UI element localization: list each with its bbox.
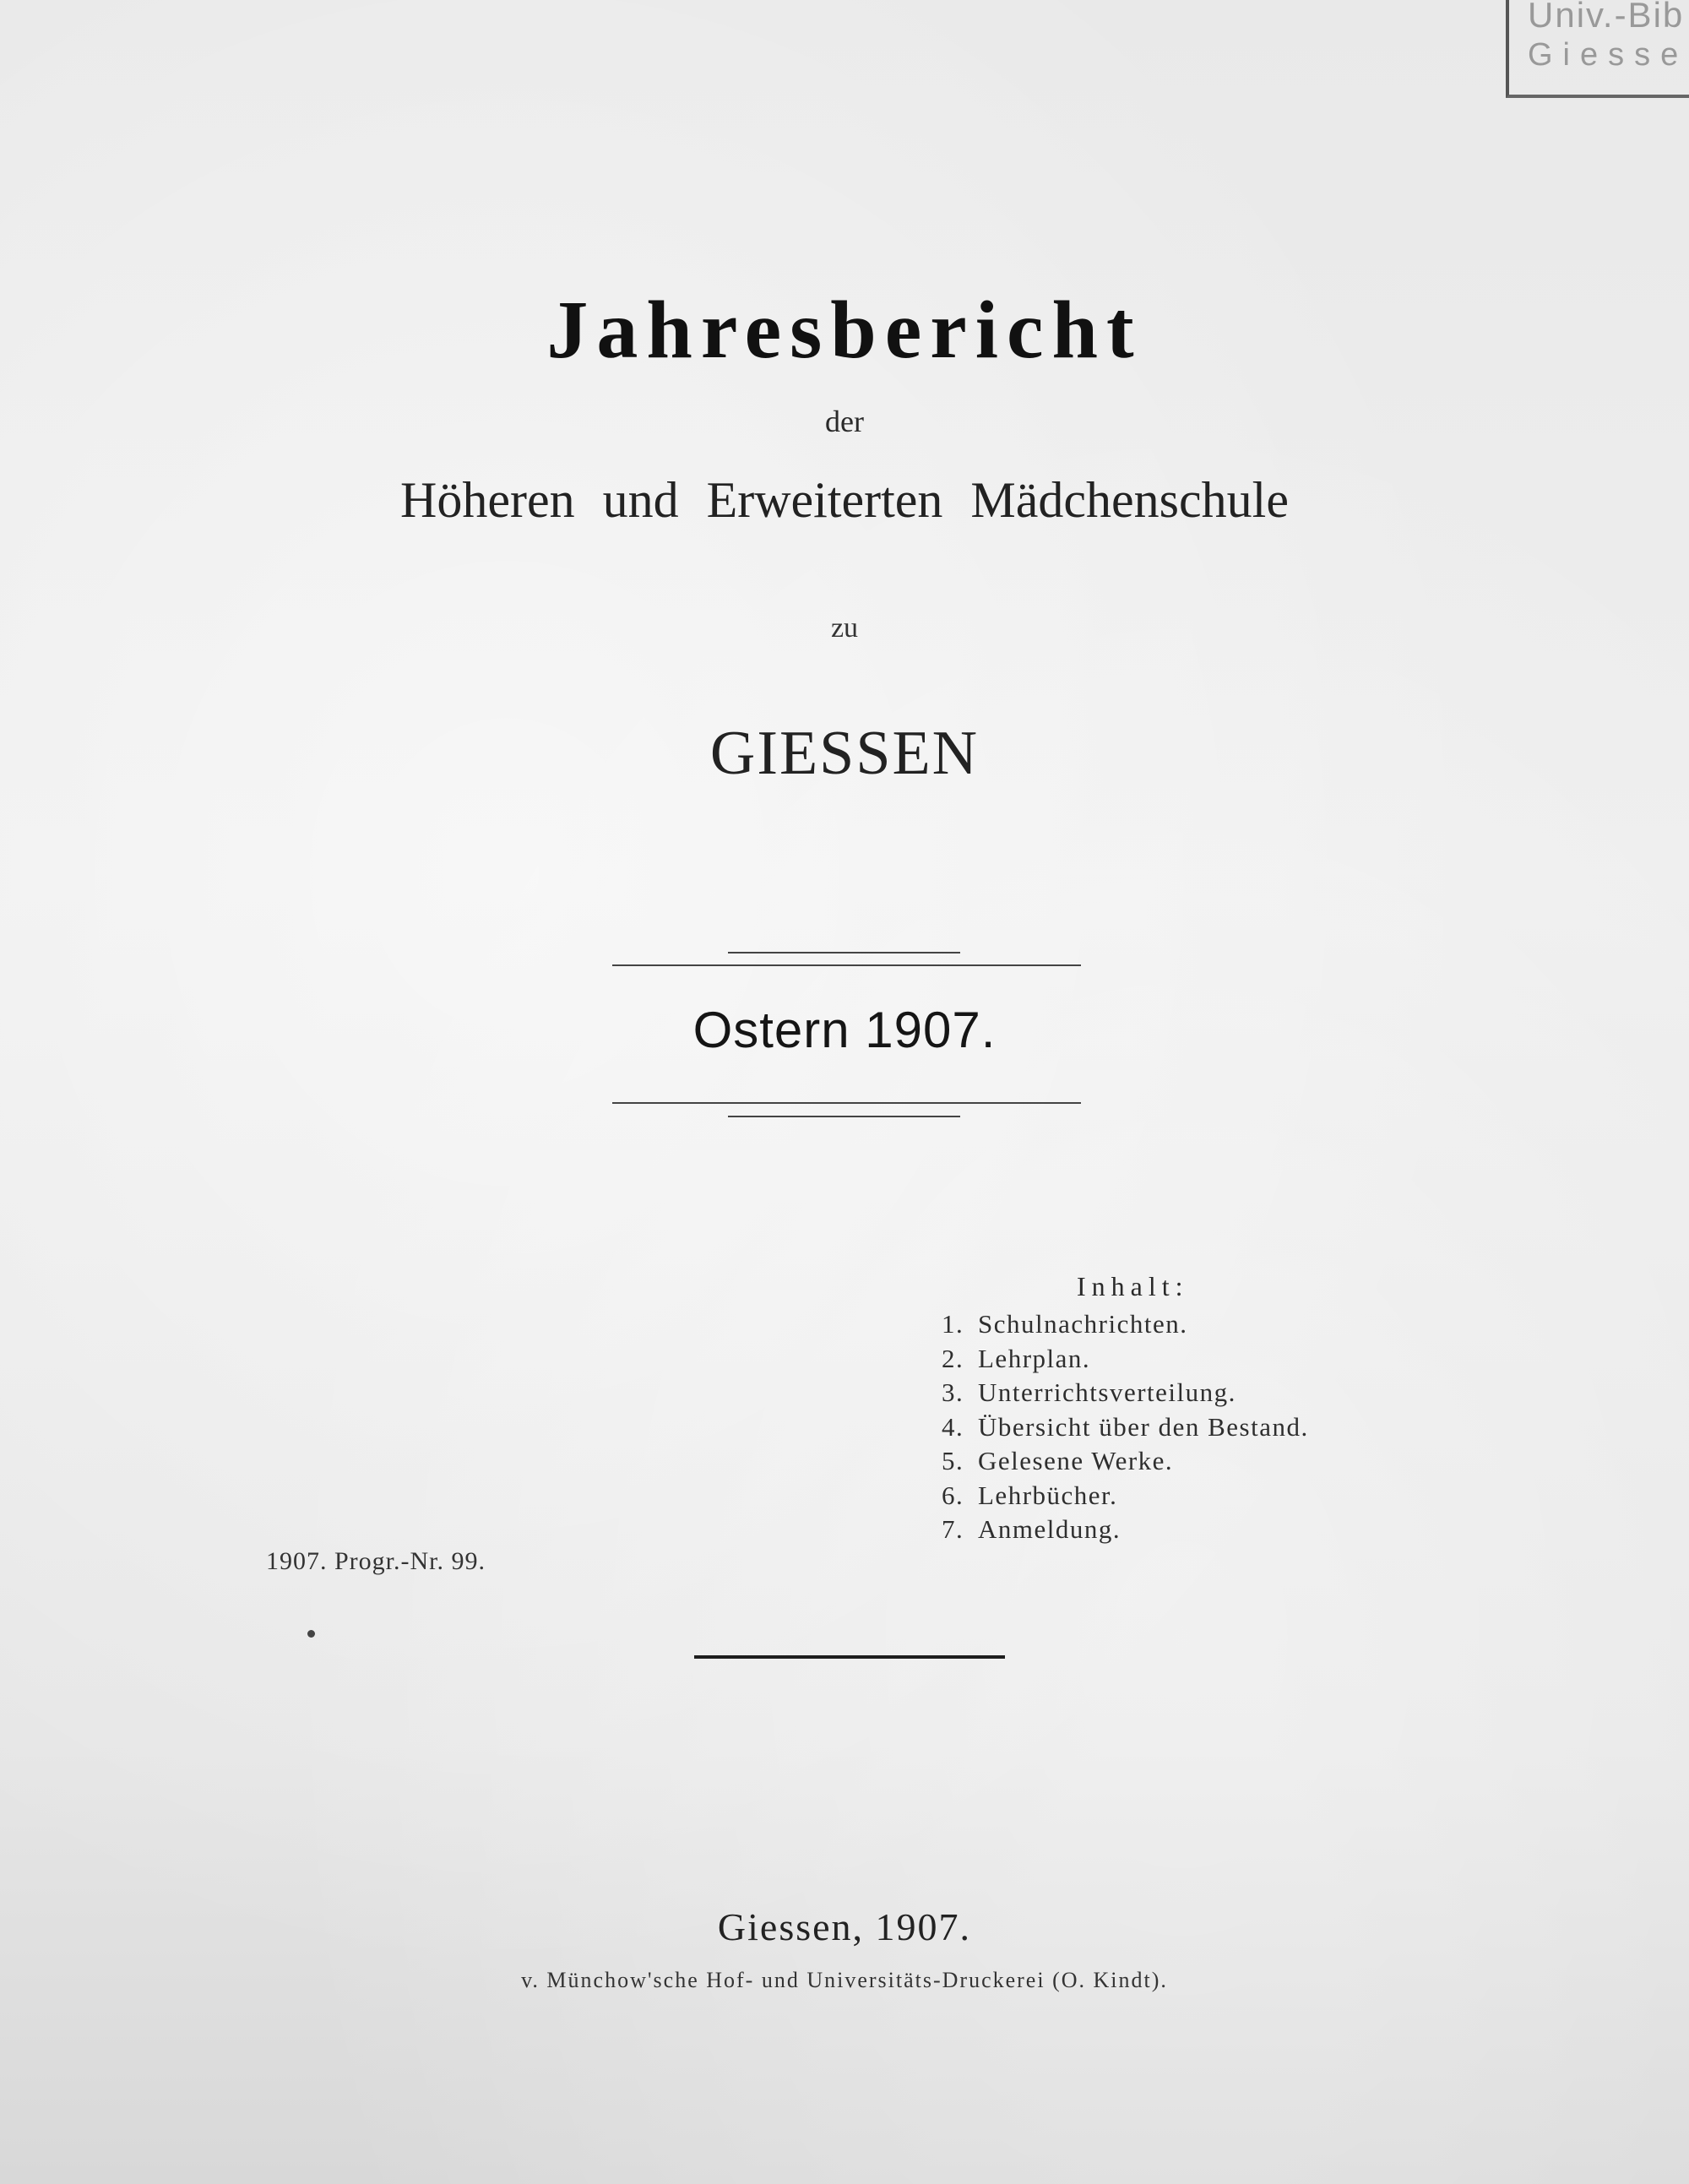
season-date: Ostern 1907. xyxy=(692,1002,997,1058)
document-title: Jahresbericht xyxy=(546,285,1143,376)
library-stamp xyxy=(1506,0,1689,98)
toc-item xyxy=(942,1479,1309,1513)
toc-item-number: 3. xyxy=(942,1377,964,1407)
divider-short-bottom xyxy=(728,1116,960,1117)
divider-long-top xyxy=(612,964,1081,966)
divider-long-bottom xyxy=(612,1102,1081,1104)
program-number: 1907. Progr.-Nr. 99. xyxy=(266,1547,486,1575)
toc-item xyxy=(942,1410,1309,1445)
toc-item-label: Übersicht über den Bestand. xyxy=(978,1411,1309,1442)
table-of-contents xyxy=(942,1271,1309,1547)
toc-item xyxy=(942,1307,1309,1342)
title-preposition: zu xyxy=(830,612,859,644)
imprint-place-year: Giessen, 1907. xyxy=(717,1905,972,1948)
toc-item-label: Unterrichtsverteilung. xyxy=(978,1377,1236,1407)
divider-short-top xyxy=(728,952,960,953)
toc-item-number: 6. xyxy=(942,1480,964,1510)
ink-dot xyxy=(307,1630,315,1638)
toc-item-number: 4. xyxy=(942,1411,964,1442)
toc-item-label: Gelesene Werke. xyxy=(978,1446,1174,1475)
toc-item xyxy=(942,1342,1309,1377)
stamp-line-1: Univ.-Bib xyxy=(1528,0,1685,35)
toc-item-label: Lehrplan. xyxy=(978,1343,1091,1373)
toc-item-label: Schulnachrichten. xyxy=(978,1309,1188,1339)
toc-item xyxy=(942,1444,1309,1479)
toc-item-label: Lehrbücher. xyxy=(978,1480,1118,1510)
toc-item xyxy=(942,1513,1309,1547)
toc-item-number: 7. xyxy=(942,1514,964,1544)
toc-heading: Inhalt: xyxy=(1077,1271,1189,1301)
divider-imprint xyxy=(694,1655,1005,1659)
toc-item-number: 5. xyxy=(942,1446,964,1475)
toc-item-number: 1. xyxy=(942,1309,964,1339)
school-name: Höheren und Erweiterten Mädchenschule xyxy=(400,472,1289,528)
stamp-line-2: Giesse xyxy=(1528,37,1689,73)
toc-item-number: 2. xyxy=(942,1343,964,1373)
city-name: GIESSEN xyxy=(709,719,980,788)
title-article: der xyxy=(825,405,864,438)
toc-item xyxy=(942,1376,1309,1410)
imprint-printer: v. Münchow'sche Hof- und Universitäts-Druckerei (O. Kindt). xyxy=(521,1968,1168,1992)
toc-item-label: Anmeldung. xyxy=(978,1514,1121,1544)
